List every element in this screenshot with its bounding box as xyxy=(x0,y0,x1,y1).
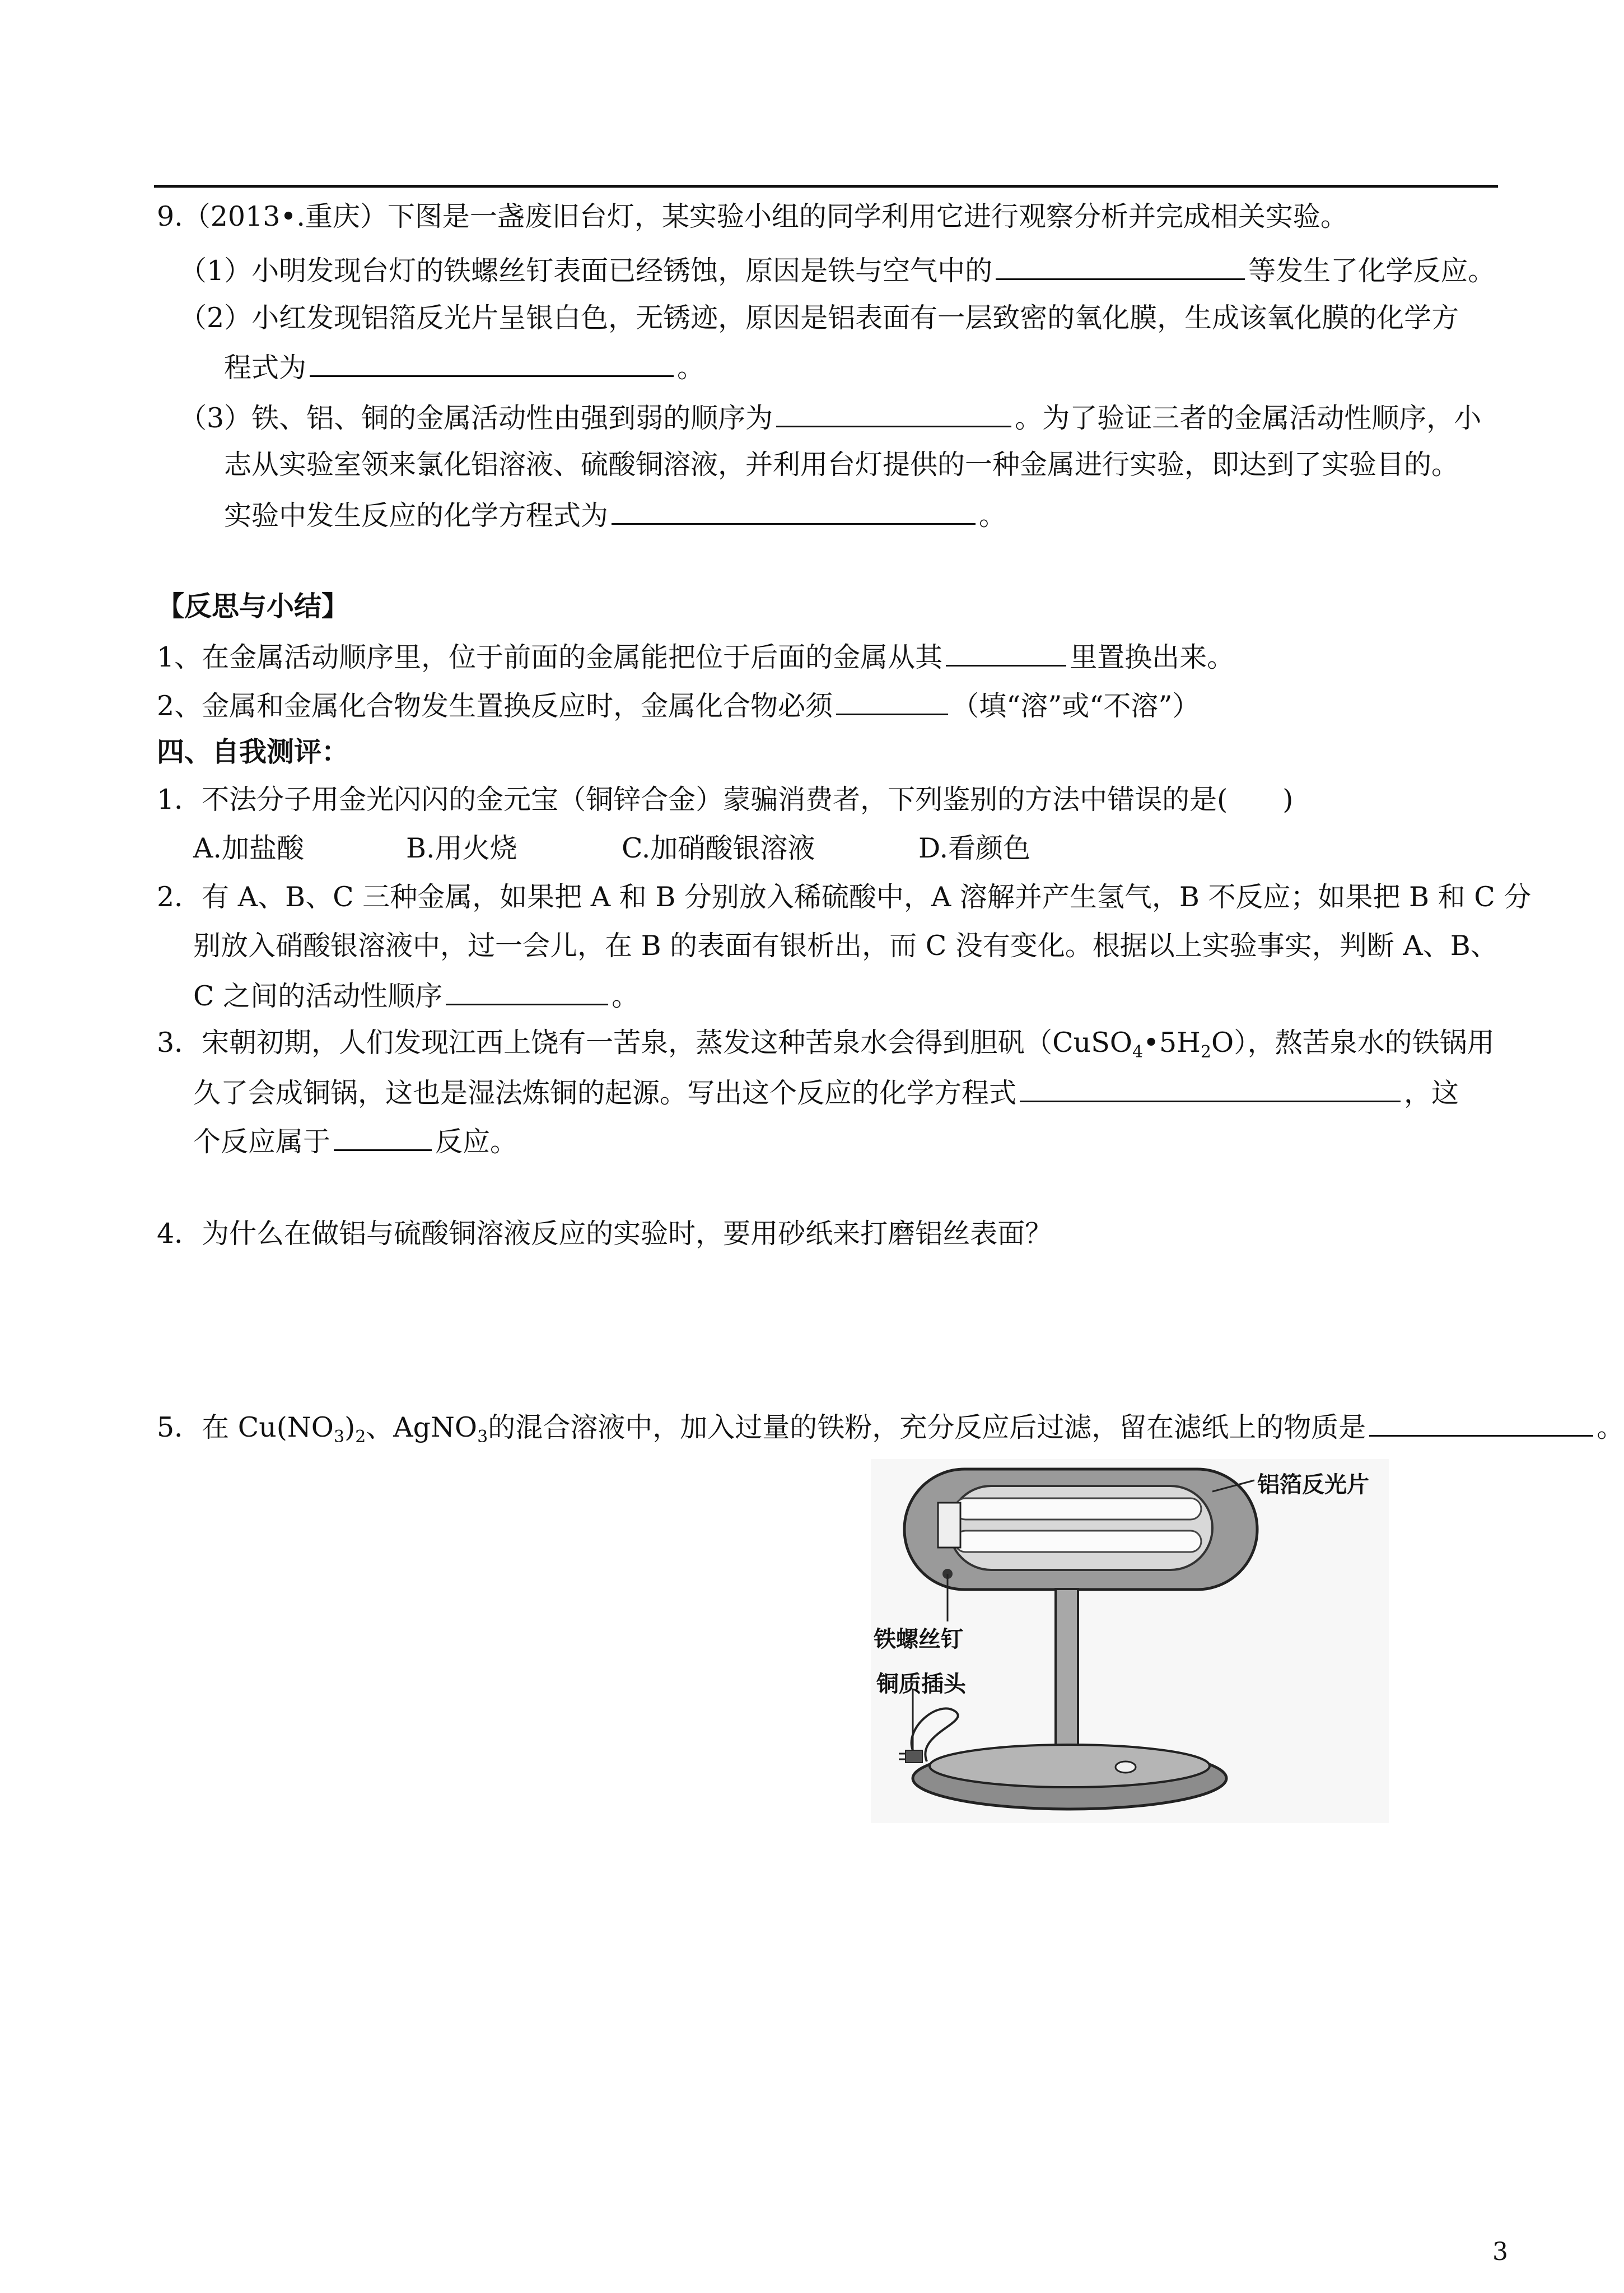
q9-part3-line2: 志从实验室领来氯化铝溶液、硫酸铜溶液，并利用台灯提供的一种金属进行实验，即达到了实验目的。 xyxy=(224,449,1459,481)
q9-part2-line2: 程式为 。 xyxy=(224,352,705,384)
header-rule xyxy=(154,185,1498,188)
answer-blank[interactable] xyxy=(836,690,948,715)
copper-plug xyxy=(906,1750,922,1763)
reflection-item-1: 1、在金属活动顺序里，位于前面的金属能把位于后面的金属从其 里置换出来。 xyxy=(157,641,1235,673)
q9-part1: （1）小明发现台灯的铁螺丝钉表面已经锈蚀，原因是铁与空气中的 等发生了化学反应。 xyxy=(179,255,1496,287)
answer-blank[interactable] xyxy=(1369,1411,1593,1437)
st-q2-line2: 别放入硝酸银溶液中，过一会儿，在 B 的表面有银析出，而 C 没有变化。根据以上实验事实，判断 A、B、 xyxy=(193,930,1498,962)
st-q3-line1: 3．宋朝初期，人们发现江西上饶有一苦泉，蒸发这种苦泉水会得到胆矾$(CuSO_4•5H_2O)$，熬苦泉水的铁锅用 xyxy=(157,1027,1495,1062)
answer-blank[interactable] xyxy=(446,980,608,1005)
answer-blank[interactable] xyxy=(334,1126,432,1151)
desk-lamp-figure xyxy=(871,1459,1389,1823)
st-q1-option-a: A.加盐酸 xyxy=(193,832,304,864)
st-q1-stem: 1．不法分子用金光闪闪的金元宝（铜锌合金）蒙骗消费者，下列鉴别的方法中错误的是( ) xyxy=(157,784,1294,815)
answer-blank[interactable] xyxy=(612,500,976,525)
answer-blank[interactable] xyxy=(776,402,1011,427)
self-test-heading: 四、自我测评： xyxy=(157,735,349,768)
st-q2-line3: C 之间的活动性顺序 。 xyxy=(193,980,640,1012)
st-q5-stem: 5．在 $Cu(NO_3)_2$、AgNO$_3$的混合溶液中，加入过量的铁粉，充分反应后过滤，留在滤纸上的物质是 。 xyxy=(157,1411,1624,1447)
st-q4-stem: 4．为什么在做铝与硫酸铜溶液反应的实验时，要用砂纸来打磨铝丝表面？ xyxy=(157,1218,1053,1250)
q9-part2-line1: （2）小红发现铝箔反光片呈银白色，无锈迹，原因是铝表面有一层致密的氧化膜，生成该氧化膜的化学方 xyxy=(179,302,1459,334)
st-q1-option-d: D.看颜色 xyxy=(918,832,1031,864)
st-q1-option-c: C.加硝酸银溶液 xyxy=(622,832,815,864)
lamp-stand xyxy=(1056,1589,1078,1754)
label-iron-screw: 铁螺丝钉 xyxy=(874,1626,963,1652)
reflection-item-2: 2、金属和金属化合物发生置换反应时，金属化合物必须 （填“溶”或“不溶”） xyxy=(157,690,1200,722)
reflection-heading: 【反思与小结】 xyxy=(157,590,349,622)
lamp-tube xyxy=(955,1498,1201,1520)
page-number: 3 xyxy=(1492,2238,1508,2266)
answer-blank[interactable] xyxy=(946,641,1066,667)
answer-blank[interactable] xyxy=(310,352,674,377)
q9-part3-line1: （3）铁、铝、铜的金属活动性由强到弱的顺序为 。为了验证三者的金属活动性顺序，小 xyxy=(179,402,1482,434)
st-q2-line1: 2．有 A、B、C 三种金属，如果把 A 和 B 分别放入稀硫酸中，A 溶解并产生氢气，B 不反应；如果把 B 和 C 分 xyxy=(157,881,1532,913)
st-q3-line3: 个反应属于 反应。 xyxy=(193,1126,518,1158)
st-q3-line2: 久了会成铜锅，这也是湿法炼铜的起源。写出这个反应的化学方程式 ，这 xyxy=(193,1077,1459,1109)
q9-part3-line3: 实验中发生反应的化学方程式为 。 xyxy=(224,500,1007,532)
label-foil-reflector: 铝箔反光片 xyxy=(1257,1472,1369,1498)
label-copper-plug: 铜质插头 xyxy=(876,1671,966,1697)
answer-blank[interactable] xyxy=(996,255,1245,280)
answer-blank[interactable] xyxy=(1020,1077,1401,1102)
q9-stem: 9.（2013•.重庆）下图是一盏废旧台灯，某实验小组的同学利用它进行观察分析并完成相关实验。 xyxy=(157,201,1348,232)
st-q1-option-b: B.用火烧 xyxy=(406,832,517,864)
